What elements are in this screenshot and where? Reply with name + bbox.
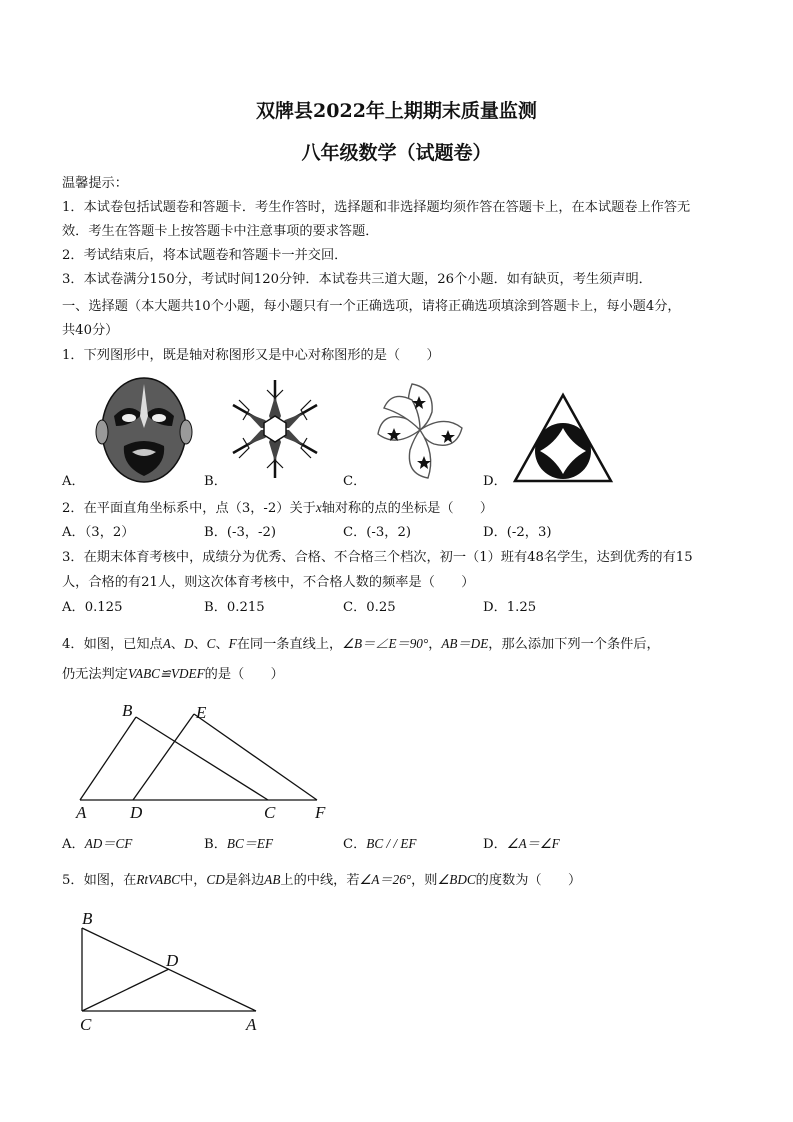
page-subtitle: 八年级数学（试题卷） — [301, 142, 492, 164]
q1-figure-a-mask — [94, 376, 194, 486]
section-1-heading-a: 一、选择题（本大题共10个小题，每小题只有一个正确选项，请将正确选项填涂到答题卡上，每小题4分， — [62, 299, 681, 314]
q1-figure-c-flower — [372, 378, 468, 484]
q4-option-d: D．∠A＝∠F — [483, 836, 560, 852]
q4-option-b: B．BC＝EF — [204, 836, 274, 852]
q4-label-a: A — [76, 803, 87, 822]
q5-label-d: D — [166, 951, 179, 970]
q5-stem: 5．如图，在RtVABC中，CD是斜边AB上的中线，若∠A＝26°，则∠BDC的度数为（ ） — [62, 872, 582, 888]
q5-label-b: B — [82, 909, 93, 928]
q2-option-b: B．(-3，-2) — [204, 525, 277, 540]
q5-label-a: A — [246, 1015, 257, 1034]
q4-label-d: D — [130, 803, 143, 822]
q3-option-a: A．0.125 — [62, 600, 123, 615]
q4-stem-a: 4．如图，已知点A、D、C、F在同一条直线上，∠B＝∠E＝90°，AB＝DE，那么添加下列一个条件后， — [62, 636, 660, 652]
q4-label-c: C — [264, 803, 276, 822]
note-2: 2．考试结束后，将本试题卷和答题卡一并交回． — [62, 248, 348, 263]
note-1a: 1．本试卷包括试题卷和答题卡．考生作答时，选择题和非选择题均须作答在答题卡上，在本试题卷上作答无 — [62, 200, 691, 215]
q1-option-b: B． — [204, 474, 227, 489]
q3-option-b: B．0.215 — [204, 600, 265, 615]
q3-stem-a: 3．在期末体育考核中，成绩分为优秀、合格、不合格三个档次，初一（1）班有48名学生，达到优秀的有15 — [62, 550, 693, 565]
note-1b: 效．考生在答题卡上按答题卡中注意事项的要求答题． — [62, 224, 379, 239]
q4-label-f: F — [315, 803, 326, 822]
q3-option-d: D．1.25 — [483, 600, 537, 615]
q1-option-c: C． — [343, 474, 367, 489]
q4-stem-b: 仍无法判定VABC≌VDEF的是（ ） — [62, 666, 284, 682]
q1-figure-b-snowflake — [225, 376, 325, 482]
q4-option-c: C．BC / / EF — [343, 836, 417, 852]
q2-stem: 2．在平面直角坐标系中，点（3，-2）关于x轴对称的点的坐标是（ ） — [62, 500, 494, 516]
q1-option-a: A． — [62, 474, 85, 489]
q4-option-a: A．AD＝CF — [62, 836, 133, 852]
q4-label-e: E — [196, 703, 207, 722]
q2-option-a: A．（3，2） — [62, 525, 135, 540]
q1-stem: 1．下列图形中，既是轴对称图形又是中心对称图形的是（ ） — [62, 348, 440, 363]
q3-stem-b: 人，合格的有21人，则这次体育考核中，不合格人数的频率是（ ） — [62, 575, 475, 590]
q1-figure-d-triangle — [513, 393, 613, 483]
q3-option-c: C．0.25 — [343, 600, 396, 615]
page-title: 双牌县2022年上期期末质量监测 — [256, 100, 537, 122]
section-1-heading-b: 共40分） — [62, 323, 119, 338]
q5-figure — [76, 908, 276, 1038]
q4-label-b: B — [122, 701, 133, 720]
q1-option-d: D． — [483, 474, 507, 489]
q2-option-d: D．(-2，3) — [483, 525, 552, 540]
notes-heading: 温馨提示： — [62, 176, 128, 191]
q4-figure — [72, 700, 372, 820]
note-3: 3．本试卷满分150分，考试时间120分钟．本试卷共三道大题，26个小题．如有缺页，考生须声明． — [62, 272, 652, 287]
q5-label-c: C — [80, 1015, 92, 1034]
q2-option-c: C．(-3，2) — [343, 525, 411, 540]
